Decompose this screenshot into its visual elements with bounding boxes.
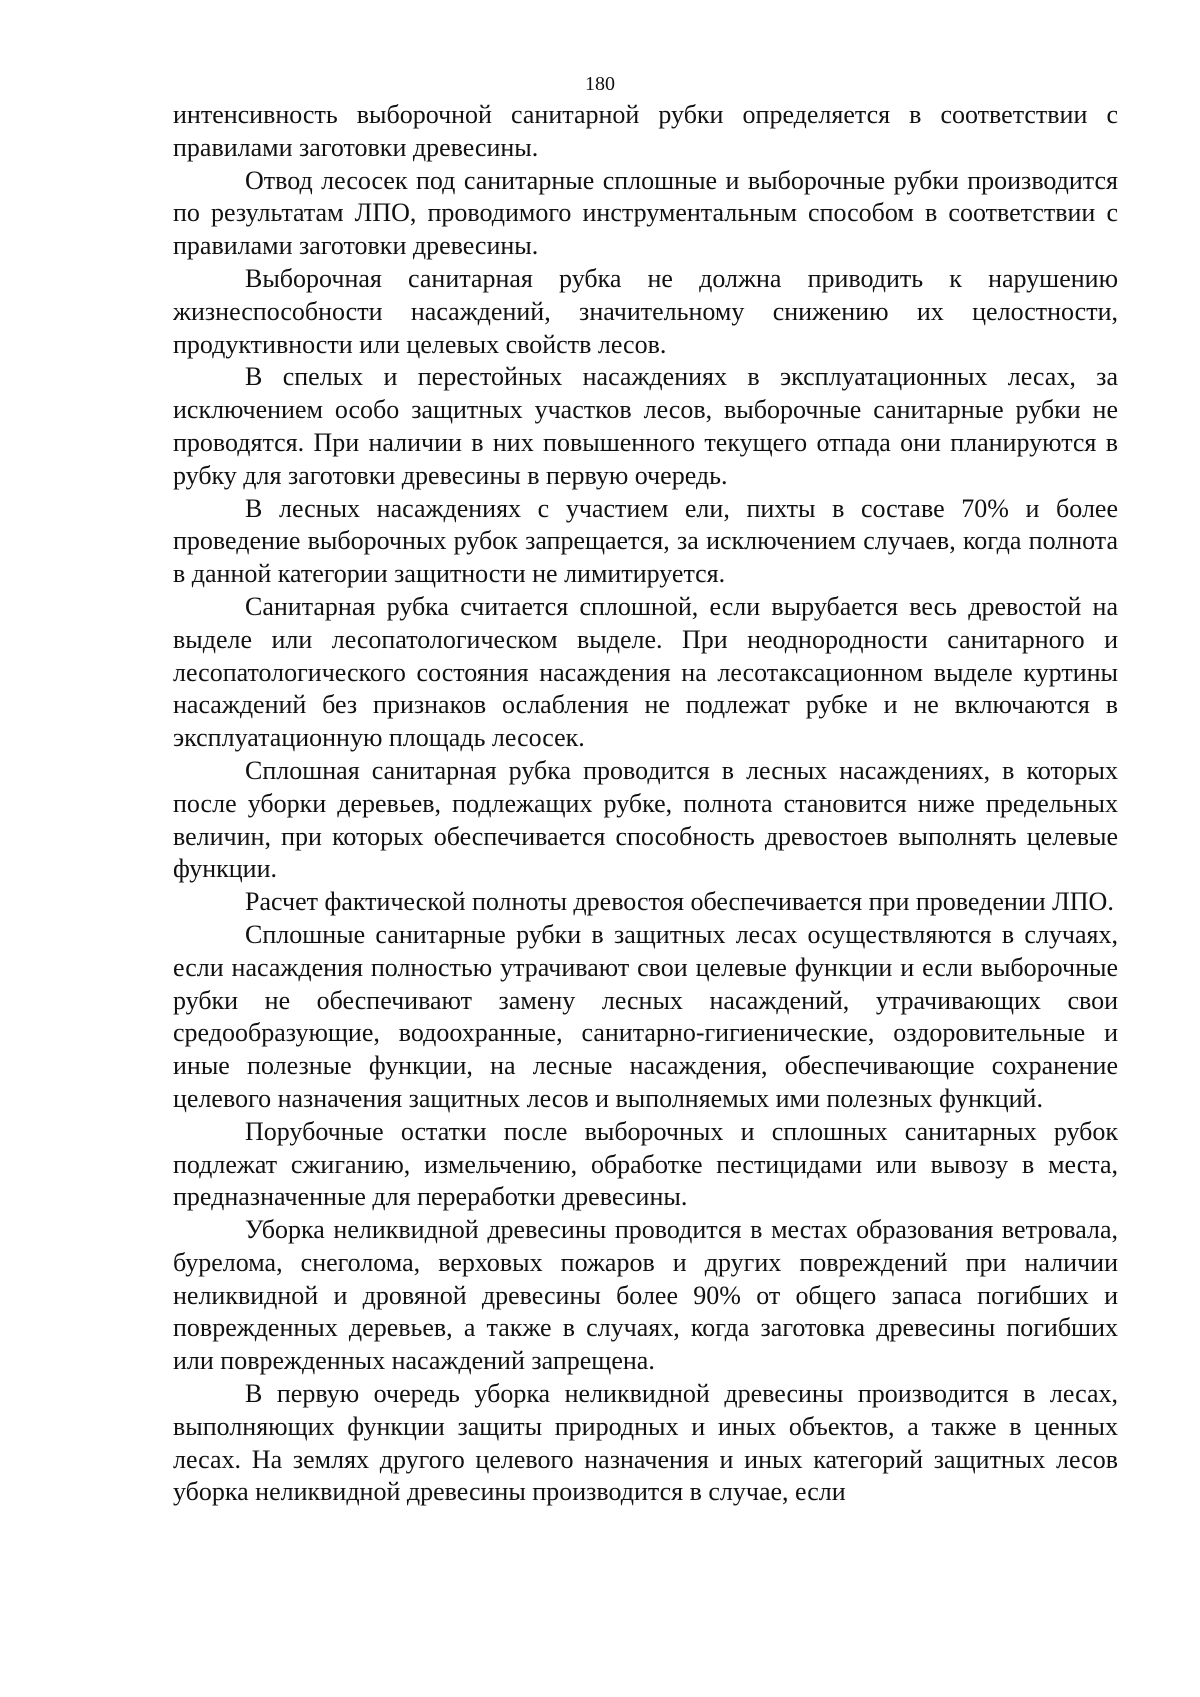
paragraph-spruce-fir: В лесных насаждениях с участием ели, пихты в составе 70% и более проведение выборочных рубок запрещается, за исключением случаев, когда полнота в данной категории защитности не лимитируется. — [173, 493, 1118, 589]
paragraph-continued: интенсивность выборочной санитарной рубки определяется в соответствии с правилами заготовки древесины. — [173, 100, 1118, 162]
paragraph-unmerchantable-wood: Уборка неликвидной древесины проводится в местах образования ветровала, бурелома, снеголома, верховых пожаров и других повреждений при наличии неликвидной и дровяной древесины более 90% от общего запаса погибших и поврежденных деревьев, а также в случаях, когда заготовка древесины погибших или поврежденных насаждений запрещена. — [173, 1215, 1118, 1376]
page-number: 180 — [585, 73, 615, 95]
paragraph-clear-felling-definition: Санитарная рубка считается сплошной, если вырубается весь древостой на выделе или лесопатологическом выделе. При неоднородности санитарного и лесопатологического состояния насаждения на лесотаксационном выделе куртины насаждений без признаков ослабления не подлежат рубке и не включаются в эксплуатационную площадь лесосек. — [173, 591, 1118, 753]
paragraph-density-calculation: Расчет фактической полноты древостоя обеспечивается при проведении ЛПО. — [245, 887, 1114, 917]
document-body — [173, 99, 1118, 1509]
paragraph-logging-residues: Порубочные остатки после выборочных и сплошных санитарных рубок подлежат сжиганию, измельчению, обработке пестицидами или вывозу в места, предназначенные для переработки древесины. — [173, 1116, 1118, 1212]
paragraph-clear-felling-conditions: Сплошная санитарная рубка проводится в лесных насаждениях, в которых после уборки деревьев, подлежащих рубке, полнота становится ниже предельных величин, при которых обеспечивается способность древостоев выполнять целевые функции. — [173, 755, 1118, 884]
paragraph-mature-stands: В спелых и перестойных насаждениях в эксплуатационных лесах, за исключением особо защитных участков лесов, выборочные санитарные рубки не проводятся. При наличии в них повышенного текущего отпада они планируются в рубку для заготовки древесины в первую очередь. — [173, 362, 1118, 490]
paragraph-priority-cleanup: В первую очередь уборка неликвидной древесины производится в лесах, выполняющих функции защиты природных и иных объектов, а также в ценных лесах. На землях другого целевого назначения и иных категорий защитных лесов уборка неликвидной древесины производится в случае, если — [173, 1379, 1118, 1507]
paragraph-selective-felling: Выборочная санитарная рубка не должна приводить к нарушению жизнеспособности насаждений, значительному снижению их целостности, продуктивности или целевых свойств лесов. — [173, 263, 1118, 359]
paragraph-allotment: Отвод лесосек под санитарные сплошные и выборочные рубки производится по результатам ЛПО, проводимого инструментальным способом в соответствии с правилами заготовки древесины. — [173, 165, 1118, 261]
paragraph-protective-forests: Сплошные санитарные рубки в защитных лесах осуществляются в случаях, если насаждения полностью утрачивают свои целевые функции и если выборочные рубки не обеспечивают замену лесных насаждений, утрачивающих свои средообразующие, водоохранные, санитарно-гигиенические, оздоровительные и иные полезные функции, на лесные насаждения, обеспечивающие сохранение целевого назначения защитных лесов и выполняемых ими полезных функций. — [173, 919, 1118, 1113]
